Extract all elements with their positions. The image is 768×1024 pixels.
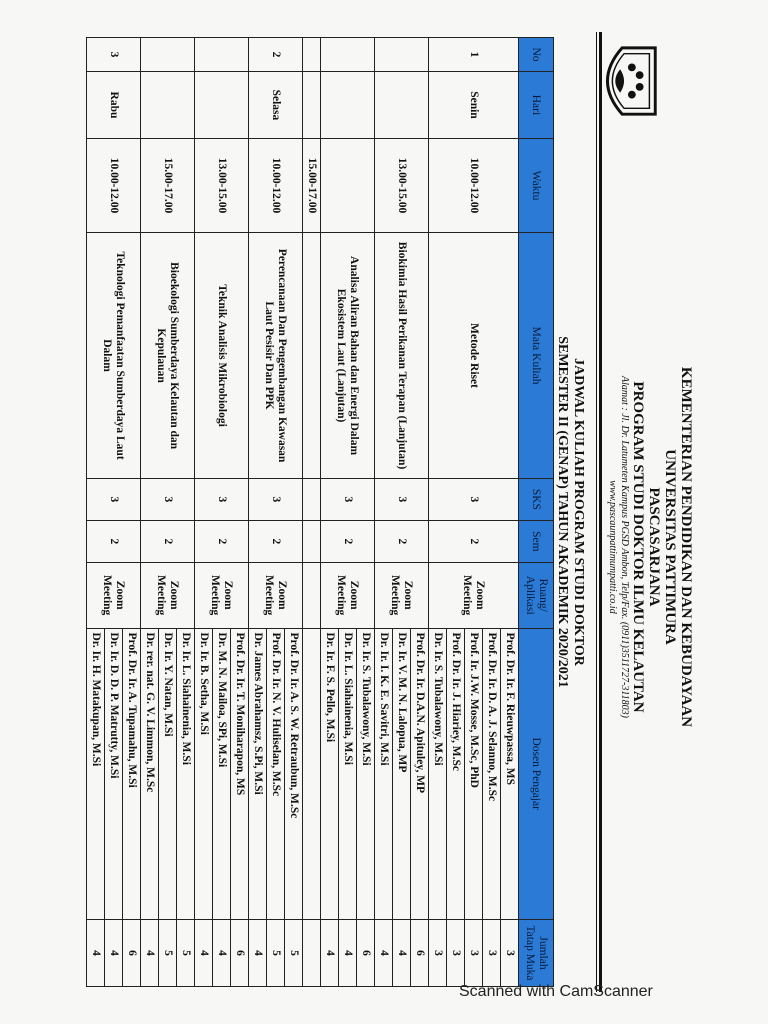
cell-ruang [303,562,321,628]
letterhead-text [606,142,694,952]
cell-jumlah: 4 [141,919,159,986]
cell-no: 2 [249,38,303,72]
cell-sks: 3 [141,478,195,520]
cell-mata-kuliah: Teknologi Pemanfaatan Sumberdaya Laut Dalam [87,233,141,479]
cell-mata-kuliah [303,233,321,479]
program-name: PROGRAM STUDI DOKTOR ILMU KELAUTAN [630,381,646,713]
schedule-title-line1: JADWAL KULIAH PROGRAM STUDI DOKTOR [571,358,586,666]
cell-no [141,38,195,72]
cell-dosen: Prof. Dr. Ir. J. Hiariey, M.Sc [447,628,465,919]
ministry-name: KEMENTERIAN PENDIDIKAN DAN KEBUDAYAAN [678,366,694,728]
column-header: Jumlah Tatap Muka [519,919,554,986]
header-row [519,38,554,987]
table-header [519,38,554,987]
cell-no [303,38,321,72]
column-header: Hari [519,72,554,139]
table-row [285,38,303,987]
cell-jumlah: 4 [105,919,123,986]
cell-sks: 3 [87,478,141,520]
website-line: www.pascaunpattimumpatti.co.id [607,480,618,614]
table-row [123,38,141,987]
cell-jumlah: 5 [177,919,195,986]
university-name: UNIVERSITAS PATTIMURA [662,449,678,645]
cell-waktu [321,138,375,232]
cell-hari [141,72,195,139]
cell-jumlah: 4 [321,919,339,986]
cell-hari: Selasa [249,72,303,139]
cell-ruang: Zoom Meeting [195,562,249,628]
cell-ruang: Zoom Meeting [141,562,195,628]
cell-mata-kuliah: Bioekologi Sumberdaya Kelautan dan Kepulauan [141,233,195,479]
cell-dosen: Prof. Dr. Ir. A. S. W. Retraubun, M.Sc [285,628,303,919]
cell-waktu: 13.00-15.00 [195,138,249,232]
cell-sem [303,520,321,562]
table-row [177,38,195,987]
cell-hari [321,72,375,139]
cell-jumlah: 4 [375,919,393,986]
cell-waktu: 10.00-12.00 [249,138,303,232]
cell-jumlah: 4 [393,919,411,986]
cell-no [375,38,429,72]
cell-jumlah: 4 [213,919,231,986]
cell-jumlah: 5 [267,919,285,986]
column-header: No [519,38,554,72]
cell-no: 3 [87,38,141,72]
cell-dosen: Dr. Ir. S. Tubalawony, M.Si [357,628,375,919]
cell-dosen: Dr. Ir. L. Siahainenia, M.Si [177,628,195,919]
cell-sem: 2 [375,520,429,562]
cell-jumlah: 3 [429,919,447,986]
table-row [411,38,429,987]
cell-sks [303,478,321,520]
cell-hari: Rabu [87,72,141,139]
column-header: SKS [519,478,554,520]
column-header: Ruang/ Aplikasi [519,562,554,628]
cell-ruang: Zoom Meeting [87,562,141,628]
table-row [501,38,519,987]
table-row [231,38,249,987]
header-rule [599,32,602,992]
cell-jumlah: 4 [339,919,357,986]
cell-dosen [303,628,321,919]
cell-jumlah: 6 [123,919,141,986]
cell-dosen: Prof. Ir. J.W. Mosse, M.Sc, PhD [465,628,483,919]
cell-jumlah: 6 [357,919,375,986]
cell-mata-kuliah: Metode Riset [429,233,519,479]
cell-mata-kuliah: Analisa Aliran Bahan dan Energi Dalam Ekosistem Laut (Lanjutan) [321,233,375,479]
cell-sem: 2 [249,520,303,562]
cell-dosen: Prof. Dr. Ir. T. Moniharapon, MS [231,628,249,919]
column-header: Mata Kuliah [519,233,554,479]
cell-waktu: 13.00-15.00 [375,138,429,232]
cell-dosen: Prof. Dr. Ir. D. A. J. Selanno, M.Sc [483,628,501,919]
cell-hari: Senin [429,72,519,139]
cell-sks: 3 [375,478,429,520]
letterhead [554,32,694,992]
cell-jumlah: 3 [501,919,519,986]
cell-dosen: Prof. Dr. Ir. A. Tupamahu, M.Si [123,628,141,919]
cell-dosen: Dr. Ir. V. M. N. Lalopua, MP [393,628,411,919]
schedule-table [86,37,554,987]
table-row [303,38,321,987]
cell-dosen: Prof. Dr. Ir. N. V. Huliselan, M.Sc [267,628,285,919]
schedule-title-line2: SEMESTER II (GENAP) TAHUN AKADEMIK 2020/2021 [555,336,570,688]
cell-dosen: Dr. Ir. S. Tubalawony, M.Si [429,628,447,919]
cell-jumlah: 5 [159,919,177,986]
cell-ruang: Zoom Meeting [249,562,303,628]
cell-sks: 3 [321,478,375,520]
cell-sks: 3 [195,478,249,520]
cell-jumlah: 3 [483,919,501,986]
column-header: Waktu [519,138,554,232]
cell-jumlah: 6 [231,919,249,986]
cell-sks: 3 [249,478,303,520]
cell-jumlah: 3 [447,919,465,986]
cell-jumlah [303,919,321,986]
cell-ruang: Zoom Meeting [321,562,375,628]
cell-dosen: Dr. Ir. H. Matakupan, M.Si [87,628,105,919]
cell-jumlah: 6 [411,919,429,986]
cell-no: 1 [429,38,519,72]
cell-sem: 2 [429,520,519,562]
cell-dosen: Dr. rer. nat. G. V. Limmon, M.Sc [141,628,159,919]
cell-dosen: Dr. Ir. F. S. Pello, M.Si [321,628,339,919]
cell-hari [375,72,429,139]
cell-jumlah: 3 [465,919,483,986]
cell-waktu: 15.00-17.00 [141,138,195,232]
cell-mata-kuliah: Teknik Analisis Mikrobiologi [195,233,249,479]
address-line: Alamat : Jl. Dr. Latumeten Kampus PGSD Ambon, Telp/Fax. (0911)3511727-311803) [619,376,630,718]
cell-ruang: Zoom Meeting [429,562,519,628]
cell-hari [303,72,321,139]
cell-dosen: Prof. Dr. Ir. D.A.N. Apituley, MP [411,628,429,919]
cell-dosen: Dr. Ir. Y. Natan, M.Si [159,628,177,919]
cell-dosen: Dr. Ir. D. D. P. Matrutty, M.Si [105,628,123,919]
cell-jumlah: 4 [249,919,267,986]
cell-sks: 3 [429,478,519,520]
cell-sem: 2 [321,520,375,562]
cell-jumlah: 4 [87,919,105,986]
cell-hari [195,72,249,139]
cell-sem: 2 [141,520,195,562]
cell-sem: 2 [87,520,141,562]
cell-dosen: Dr. Ir. I. K. E. Savitri, M.Si [375,628,393,919]
table-body [87,38,519,987]
cell-no [321,38,375,72]
cell-sem: 2 [195,520,249,562]
column-header: Sem [519,520,554,562]
cell-dosen: Dr. M. N. Mailoa, SPi, M.Si [213,628,231,919]
cell-waktu: 10.00-12.00 [87,138,141,232]
cell-dosen: Dr. Ir. B. Setha, M.Si [195,628,213,919]
column-header: Dosen Pengajar [519,628,554,919]
cell-waktu: 15.00-17.00 [303,138,321,232]
cell-jumlah: 5 [285,919,303,986]
header-rule-thin [596,32,597,992]
schedule-title [554,32,586,992]
school-name: PASCASARJANA [646,487,662,607]
cell-mata-kuliah: Perencanaan Dan Pengembangan Kawasan Laut Pesisir Dan PPK [249,233,303,479]
cell-dosen: Dr. James Abrahamsz, S.Pi, M.Si [249,628,267,919]
cell-mata-kuliah: Biokimia Hasil Perikanan Terapan (Lanjutan) [375,233,429,479]
rotated-page [90,32,694,992]
cell-dosen: Prof. Dr. Ir. F. Rieuwpassa, MS [501,628,519,919]
scanner-watermark: Scanned with CamScanner [459,983,653,1000]
cell-waktu: 10.00-12.00 [429,138,519,232]
table-row [357,38,375,987]
cell-jumlah: 4 [195,919,213,986]
cell-no [195,38,249,72]
cell-ruang: Zoom Meeting [375,562,429,628]
cell-dosen: Dr. Ir. L. Siahainenia, M.Si [339,628,357,919]
